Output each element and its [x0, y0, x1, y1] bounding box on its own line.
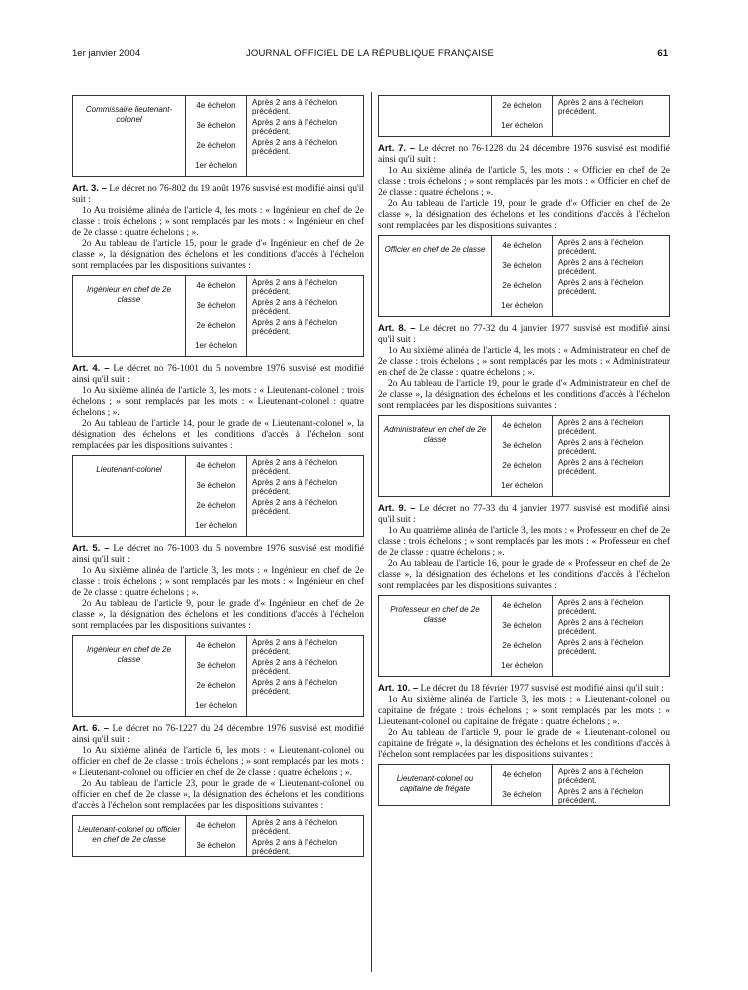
echelon-grid — [72, 455, 364, 537]
paragraph: 2o Au tableau de l'article 16, pour le grade de « Professeur en chef de 2e classe », la désignation des échelons et les conditions d'accès à l'échelon sont remplacées par les dispositions suivantes : — [378, 559, 670, 591]
article-text: Le décret no 77-32 du 4 janvier 1977 susvisé est modifié ainsi qu'il suit : — [378, 324, 670, 345]
journal-title: JOURNAL OFFICIEL DE LA RÉPUBLIQUE FRANÇAISE — [245, 48, 495, 59]
echelon-cell: 3e échelon — [196, 661, 236, 670]
echelon-cell: 1er échelon — [195, 701, 237, 710]
echelon-cell: 4e échelon — [196, 821, 236, 830]
condition-cell — [247, 156, 363, 176]
condition-cell: Après 2 ans à l'échelon précédent. — [558, 458, 644, 476]
echelon-table — [72, 815, 364, 857]
condition-cell: Après 2 ans à l'échelon précédent. — [558, 418, 644, 436]
echelon-cell: 1er échelon — [501, 481, 543, 490]
condition-cell: Après 2 ans à l'échelon précédent. — [252, 98, 338, 116]
echelon-cell: 4e échelon — [502, 241, 542, 250]
header-date: 1er janvier 2004 — [72, 48, 141, 59]
echelon-cell: 2e échelon — [196, 321, 236, 330]
echelon-cell: 4e échelon — [196, 101, 236, 110]
echelon-grid — [72, 635, 364, 717]
echelon-cell: 2e échelon — [196, 501, 236, 510]
condition-cell: Après 2 ans à l'échelon précédent. — [252, 658, 338, 676]
echelon-grid — [378, 415, 670, 497]
grade-cell: Professeur en chef de 2e classe — [379, 596, 492, 677]
echelon-cell: 4e échelon — [502, 770, 542, 779]
article-text: Le décret du 18 février 1977 susvisé est modifié ainsi qu'il suit : — [420, 684, 664, 694]
echelon-grid — [72, 815, 364, 857]
echelon-table — [378, 235, 670, 317]
article-label: Art. 9. – — [378, 503, 416, 514]
article-label: Art. 3. – — [72, 183, 107, 194]
paragraph: 2o Au tableau de l'article 9, pour le grade de « Lieutenant-colonel ou capitaine de frégate », la désignation des échelons et les conditions d'accès à l'échelon sont remplacées par les dispositions suivantes : — [378, 728, 670, 760]
echelon-cell: 4e échelon — [196, 641, 236, 650]
paragraph: 2o Au tableau de l'article 14, pour le grade de « Lieutenant-colonel », la désignation des échelons et les conditions d'accès à l'échelon sont remplacées par les dispositions suivantes : — [72, 419, 364, 451]
echelon-table — [72, 635, 364, 717]
condition-cell: Après 2 ans à l'échelon précédent. — [558, 258, 644, 276]
echelon-cell: 4e échelon — [502, 601, 542, 610]
echelon-table — [72, 95, 364, 177]
echelon-cell: 3e échelon — [196, 481, 236, 490]
paragraph: 2o Au tableau de l'article 19, pour le grade d'« Administrateur en chef de 2e classe », la désignation des échelons et les conditions d'accès à l'échelon sont remplacées par les dispositions suivantes : — [378, 379, 670, 411]
condition-cell: Après 2 ans à l'échelon précédent. — [252, 138, 338, 156]
echelon-cell: 3e échelon — [502, 261, 542, 270]
condition-cell: Après 2 ans à l'échelon précédent. — [252, 118, 338, 136]
echelon-cell: 1er échelon — [195, 341, 237, 350]
condition-cell: Après 2 ans à l'échelon précédent. — [558, 787, 644, 805]
echelon-grid — [378, 235, 670, 317]
condition-cell: Après 2 ans à l'échelon précédent. — [558, 618, 644, 636]
echelon-grid — [378, 764, 670, 806]
page-header — [72, 48, 668, 64]
echelon-cell: 3e échelon — [502, 621, 542, 630]
echelon-cell: 4e échelon — [196, 461, 236, 470]
paragraph: 1o Au sixième alinéa de l'article 4, les mots : « Administrateur en chef de 2e classe : trois échelons ; » sont remplacés par les mots : « Administrateur en chef de 2e classe : quatre échelons ; ». — [378, 346, 670, 378]
table-row — [379, 236, 670, 257]
grade-cell: Lieutenant-colonel ou capitaine de frégate — [379, 765, 492, 806]
echelon-table — [378, 415, 670, 497]
echelon-cell: 1er échelon — [195, 521, 237, 530]
echelon-cell: 3e échelon — [196, 301, 236, 310]
table-row — [73, 636, 364, 657]
grade-cell: Lieutenant-colonel — [73, 456, 186, 537]
table-row — [73, 456, 364, 477]
article-8-intro — [378, 323, 670, 346]
article-label: Art. 6. – — [72, 723, 110, 734]
article-10-intro — [378, 683, 670, 695]
article-text: Le décret no 76-1227 du 24 décembre 1976 susvisé est modifié ainsi qu'il suit : — [72, 724, 364, 745]
article-7-intro — [378, 143, 670, 166]
condition-cell: Après 2 ans à l'échelon précédent. — [558, 278, 644, 296]
echelon-grid — [378, 95, 670, 137]
paragraph: 1o Au troisième alinéa de l'article 4, les mots : « Ingénieur en chef de 2e classe : trois échelons ; » sont remplacés par les mots : « Ingénieur en chef de 2e classe : quatre échelons ; ». — [72, 206, 364, 238]
article-5-intro — [72, 543, 364, 566]
condition-cell: Après 2 ans à l'échelon précédent. — [558, 238, 644, 256]
condition-cell: Après 2 ans à l'échelon précédent. — [558, 98, 644, 116]
column-divider — [371, 92, 372, 972]
table-row — [73, 276, 364, 297]
condition-cell: Après 2 ans à l'échelon précédent. — [252, 838, 338, 856]
condition-cell: Après 2 ans à l'échelon précédent. — [252, 638, 338, 656]
article-6-intro — [72, 723, 364, 746]
left-column — [72, 92, 364, 972]
echelon-cell: 2e échelon — [502, 641, 542, 650]
grade-cell: Lieutenant-colonel ou officier en chef de 2e classe — [73, 816, 186, 857]
echelon-cell: 2e échelon — [502, 461, 542, 470]
condition-cell — [247, 696, 363, 716]
article-label: Art. 8. – — [378, 323, 416, 334]
echelon-table — [378, 595, 670, 677]
condition-cell: Après 2 ans à l'échelon précédent. — [252, 678, 338, 696]
grade-cell: Ingénieur en chef de 2e classe — [73, 636, 186, 717]
table-row — [73, 816, 364, 837]
echelon-grid — [378, 595, 670, 677]
grade-cell — [379, 96, 492, 137]
echelon-cell: 2e échelon — [196, 141, 236, 150]
echelon-grid — [72, 275, 364, 357]
table-row — [379, 96, 670, 117]
echelon-cell: 3e échelon — [502, 790, 542, 799]
condition-cell: Après 2 ans à l'échelon précédent. — [558, 638, 644, 656]
condition-cell: Après 2 ans à l'échelon précédent. — [252, 498, 338, 516]
condition-cell — [247, 516, 363, 536]
echelon-table — [378, 95, 670, 137]
condition-cell: Après 2 ans à l'échelon précédent. — [252, 458, 338, 476]
echelon-cell: 2e échelon — [196, 681, 236, 690]
echelon-cell: 3e échelon — [196, 841, 236, 850]
condition-cell: Après 2 ans à l'échelon précédent. — [252, 278, 338, 296]
paragraph: 1o Au sixième alinéa de l'article 5, les mots : « Officier en chef de 2e classe : trois échelons ; » sont remplacés par les mots : « Officier en chef de 2e classe : quatre échelons ; ». — [378, 166, 670, 198]
condition-cell: Après 2 ans à l'échelon précédent. — [558, 438, 644, 456]
page-number: 61 — [657, 48, 668, 59]
echelon-cell: 2e échelon — [502, 101, 542, 110]
grade-cell: Officier en chef de 2e classe — [379, 236, 492, 317]
paragraph: 1o Au sixième alinéa de l'article 3, les mots : « Lieutenant-colonel ou capitaine de frégate : trois échelons ; » sont remplacés par les mots : « Lieutenant-colonel ou capitaine de frégate : quatre échelons ; ». — [378, 695, 670, 727]
article-label: Art. 4. – — [72, 363, 110, 374]
right-column — [378, 92, 670, 972]
echelon-cell: 1er échelon — [501, 661, 543, 670]
table-row — [73, 96, 364, 117]
article-text: Le décret no 76-1003 du 5 novembre 1976 susvisé est modifié ainsi qu'il suit : — [72, 544, 364, 565]
grade-cell: Administrateur en chef de 2e classe — [379, 416, 492, 497]
echelon-cell: 2e échelon — [502, 281, 542, 290]
condition-cell: Après 2 ans à l'échelon précédent. — [252, 818, 338, 836]
article-label: Art. 7. – — [378, 143, 416, 154]
condition-cell — [247, 336, 363, 356]
condition-cell — [553, 296, 669, 316]
paragraph: 1o Au sixième alinéa de l'article 3, les mots : « Lieutenant-colonel : trois échelons ; » sont remplacés par les mots : « Lieutenant-colonel : quatre échelons ; ». — [72, 386, 364, 418]
echelon-cell: 4e échelon — [502, 421, 542, 430]
paragraph: 2o Au tableau de l'article 23, pour le grade de « Lieutenant-colonel ou officier en chef de 2e classe », la désignation des échelons et les conditions d'accès à l'échelon sont remplacées par les dispositions suivantes : — [72, 779, 364, 811]
grade-cell: Commissaire lieutenant-colonel — [73, 96, 186, 177]
article-9-intro — [378, 503, 670, 526]
article-label: Art. 10. – — [378, 683, 419, 694]
article-label: Art. 5. – — [72, 543, 110, 554]
article-text: Le décret no 76-802 du 19 août 1976 susvisé est modifié ainsi qu'il suit : — [72, 184, 364, 205]
condition-cell: Après 2 ans à l'échelon précédent. — [558, 598, 644, 616]
condition-cell: Après 2 ans à l'échelon précédent. — [252, 478, 338, 496]
echelon-table — [72, 455, 364, 537]
echelon-cell: 3e échelon — [502, 441, 542, 450]
article-text: Le décret no 76-1001 du 5 novembre 1976 susvisé est modifié ainsi qu'il suit : — [72, 364, 364, 385]
echelon-cell: 1er échelon — [501, 301, 543, 310]
condition-cell: Après 2 ans à l'échelon précédent. — [558, 767, 644, 785]
echelon-cell: 4e échelon — [196, 281, 236, 290]
condition-cell — [553, 656, 669, 676]
condition-cell: Après 2 ans à l'échelon précédent. — [252, 298, 338, 316]
paragraph: 2o Au tableau de l'article 15, pour le grade d'« Ingénieur en chef de 2e classe », la désignation des échelons et les conditions d'accès à l'échelon sont remplacées par les dispositions suivantes : — [72, 239, 364, 271]
echelon-cell: 3e échelon — [196, 121, 236, 130]
paragraph: 1o Au sixième alinéa de l'article 6, les mots : « Lieutenant-colonel ou officier en chef de 2e classe : trois échelons ; » sont remplacés par les mots : « Lieutenant-colonel ou officier en chef de 2e classe : quatre échelons ; ». — [72, 746, 364, 778]
article-4-intro — [72, 363, 364, 386]
article-3-intro — [72, 183, 364, 206]
table-row — [379, 416, 670, 437]
grade-cell: Ingénieur en chef de 2e classe — [73, 276, 186, 357]
article-text: Le décret no 76-1228 du 24 décembre 1976 susvisé est modifié ainsi qu'il suit : — [378, 144, 670, 165]
condition-cell: Après 2 ans à l'échelon précédent. — [252, 318, 338, 336]
echelon-table — [378, 764, 670, 806]
echelon-cell: 1er échelon — [195, 161, 237, 170]
table-row — [379, 765, 670, 786]
condition-cell — [553, 476, 669, 496]
table-row — [379, 596, 670, 617]
paragraph: 2o Au tableau de l'article 9, pour le grade d'« Ingénieur en chef de 2e classe », la désignation des échelons et les conditions d'accès à l'échelon sont remplacées par les dispositions suivantes : — [72, 599, 364, 631]
condition-cell — [553, 116, 669, 136]
paragraph: 2o Au tableau de l'article 19, pour le grade d'« Officier en chef de 2e classe », la désignation des échelons et les conditions d'accès à l'échelon sont remplacées par les dispositions suivantes : — [378, 199, 670, 231]
echelon-cell: 1er échelon — [501, 121, 543, 130]
paragraph: 1o Au quatrième alinéa de l'article 3, les mots : « Professeur en chef de 2e classe : trois échelons ; » sont remplacés par les mots : « Professeur en chef de 2e classe : quatre échelons ; ». — [378, 526, 670, 558]
echelon-table — [72, 275, 364, 357]
paragraph: 1o Au sixième alinéa de l'article 3, les mots : « Ingénieur en chef de 2e classe : trois échelons ; » sont remplacés par les mots : « Ingénieur en chef de 2e classe : quatre échelons ; ». — [72, 566, 364, 598]
article-text: Le décret no 77-33 du 4 janvier 1977 susvisé est modifié ainsi qu'il suit : — [378, 504, 670, 525]
echelon-grid — [72, 95, 364, 177]
